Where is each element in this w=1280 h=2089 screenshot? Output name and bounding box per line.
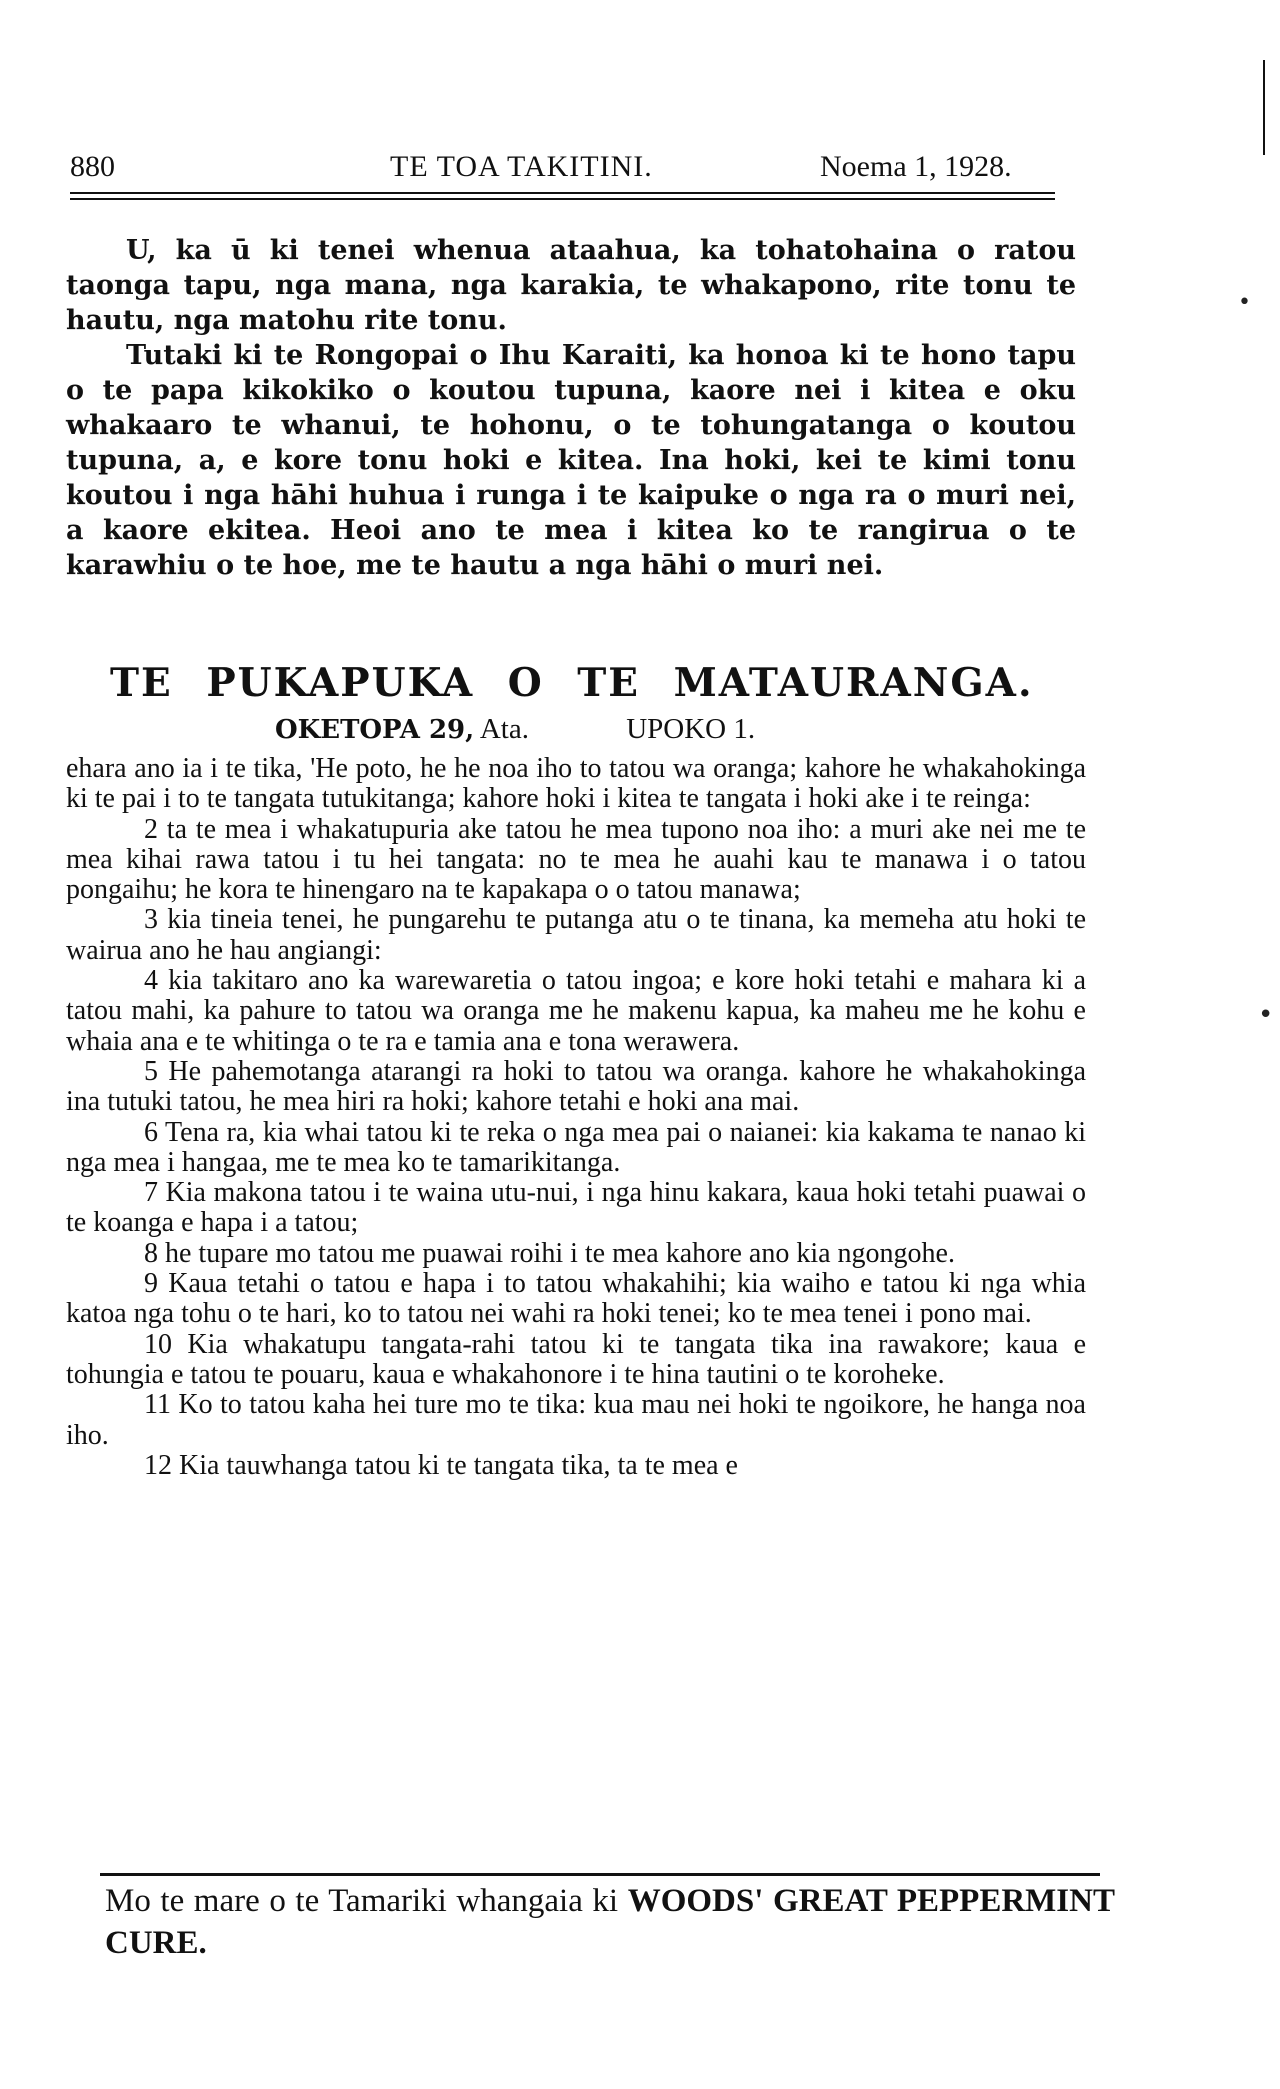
verse: 5 He pahemotanga atarangi ra hoki to tatou wa oranga. kahore he whakahokinga ina tutuki tatou, he mea hiri ra hoki; kahore tetahi e hoki ana mai. — [66, 1055, 1086, 1118]
chapter-label: UPOKO 1. — [626, 713, 756, 745]
verse: 4 kia takitaro ano ka warewaretia o tatou ingoa; e kore hoki tetahi e mahara ki a tatou mahi, ka pahure to tatou wa oranga me he makenu kapua, ka maheu me he kohu e whaia ana e te whitinga o te ra e tamia ana e tona werawera. — [66, 965, 1086, 1057]
scan-margin-line — [1263, 60, 1265, 155]
verse: 3 kia tineia tenei, he pungarehu te putanga atu o te tinana, ka memeha atu hoki te wairua ano he hau angiangi: — [66, 904, 1086, 966]
date-line — [275, 713, 975, 746]
verse: 2 ta te mea i whakatupuria ake tatou he mea tupono noa iho: a muri ake nei me te mea kihai rawa tatou i tu hei tangata: no te mea he auahi kau te manawa i o tatou pongaihu; he kora te hinengaro na te kapakapa o o tatou manawa; — [66, 813, 1086, 906]
verse: 6 Tena ra, kia whai tatou ki te reka o nga mea pai o naianei: kia kakama te nanao ki nga mea i hangaa, me te mea ko te tamarikitanga. — [66, 1116, 1086, 1178]
margin-mark: • — [1238, 290, 1251, 315]
page-header — [70, 150, 1070, 190]
verse: 9 Kaua tetahi o tatou e hapa i to tatou whakahihi; kia waiho e tatou ki nga whia katoa nga tohu o te hari, ko to tatou nei wahi ra hoki tenei; ko te mea tenei i pono mai. — [66, 1268, 1086, 1330]
advert-brand: WOODS' GREAT PEPPERMINT CURE. — [105, 1883, 1115, 1961]
issue-date: Noema 1, 1928. — [820, 150, 1012, 183]
verse: 12 Kia tauwhanga tatou ki te tangata tika, ta te mea e — [144, 1449, 738, 1481]
verse: 7 Kia makona tatou i te waina utu-nui, i nga hinu kakara, kaua hoki tetahi puawai o te koanga e hapa i a tatou; — [66, 1177, 1086, 1239]
reading-date: OKETOPA 29, — [275, 715, 475, 745]
advert-text: Mo te mare o te Tamariki whangaia ki — [105, 1883, 619, 1919]
page-number: 880 — [70, 150, 115, 183]
verse: 11 Ko to tatou kaha hei ture mo te tika: kua mau nei hoki te ngoikore, he hanga noa iho. — [66, 1389, 1086, 1451]
scripture-text — [66, 754, 1086, 1481]
intro-paragraph: U, ka ū ki tenei whenua ataahua, ka tohatohaina o ratou taonga tapu, nga mana, nga karakia, te whakapono, rite tonu te hautu, nga matohu rite tonu. — [66, 235, 1076, 336]
intro-paragraph: Tutaki ki te Rongopai o Ihu Karaiti, ka honoa ki te hono tapu o te papa kikokiko o koutou tupuna, kaore nei i kitea e oku whakaaro te whanui, te hohonu, o te tohungatanga o koutou tupuna, a, e kore tonu hoki e kitea. Ina hoki, kei te kimi tonu koutou i nga hāhi huhua i runga i te kaipuke o nga ra o muri nei, a kaore ekitea. Heoi ano te mea i kitea ko te rangirua o te karawhiu o te hoe, me te hautu a nga hāhi o muri nei. — [66, 340, 1076, 581]
margin-mark: • — [1258, 1000, 1274, 1030]
header-rule-top — [70, 192, 1055, 194]
verse: 10 Kia whakatupu tangata-rahi tatou ki te tangata tika ina rawakore; kaua e tohungia e tatou te pouaru, kaua e whakahonore i te hina tautini o te koroheke. — [66, 1328, 1086, 1390]
reading-date-suffix: Ata. — [479, 713, 529, 745]
verse: 8 he tupare mo tatou me puawai roihi i te mea kahore ano kia ngongohe. — [144, 1237, 955, 1269]
journal-title: TE TOA TAKITINI. — [390, 150, 653, 183]
verse: ehara ano ia i te tika, 'He poto, he he noa iho to tatou wa oranga; kahore he whakahokinga ki te pai i to te tangata tutukitanga; kahore hoki i kitea te tangata i hoki ake i te reinga: — [66, 753, 1086, 815]
section-heading: TE PUKAPUKA O TE MATAURANGA. — [110, 660, 1034, 706]
advertisement — [105, 1880, 1115, 1964]
header-rule-bottom — [70, 198, 1055, 200]
advert-rule — [100, 1873, 1100, 1876]
intro-text — [66, 233, 1076, 583]
